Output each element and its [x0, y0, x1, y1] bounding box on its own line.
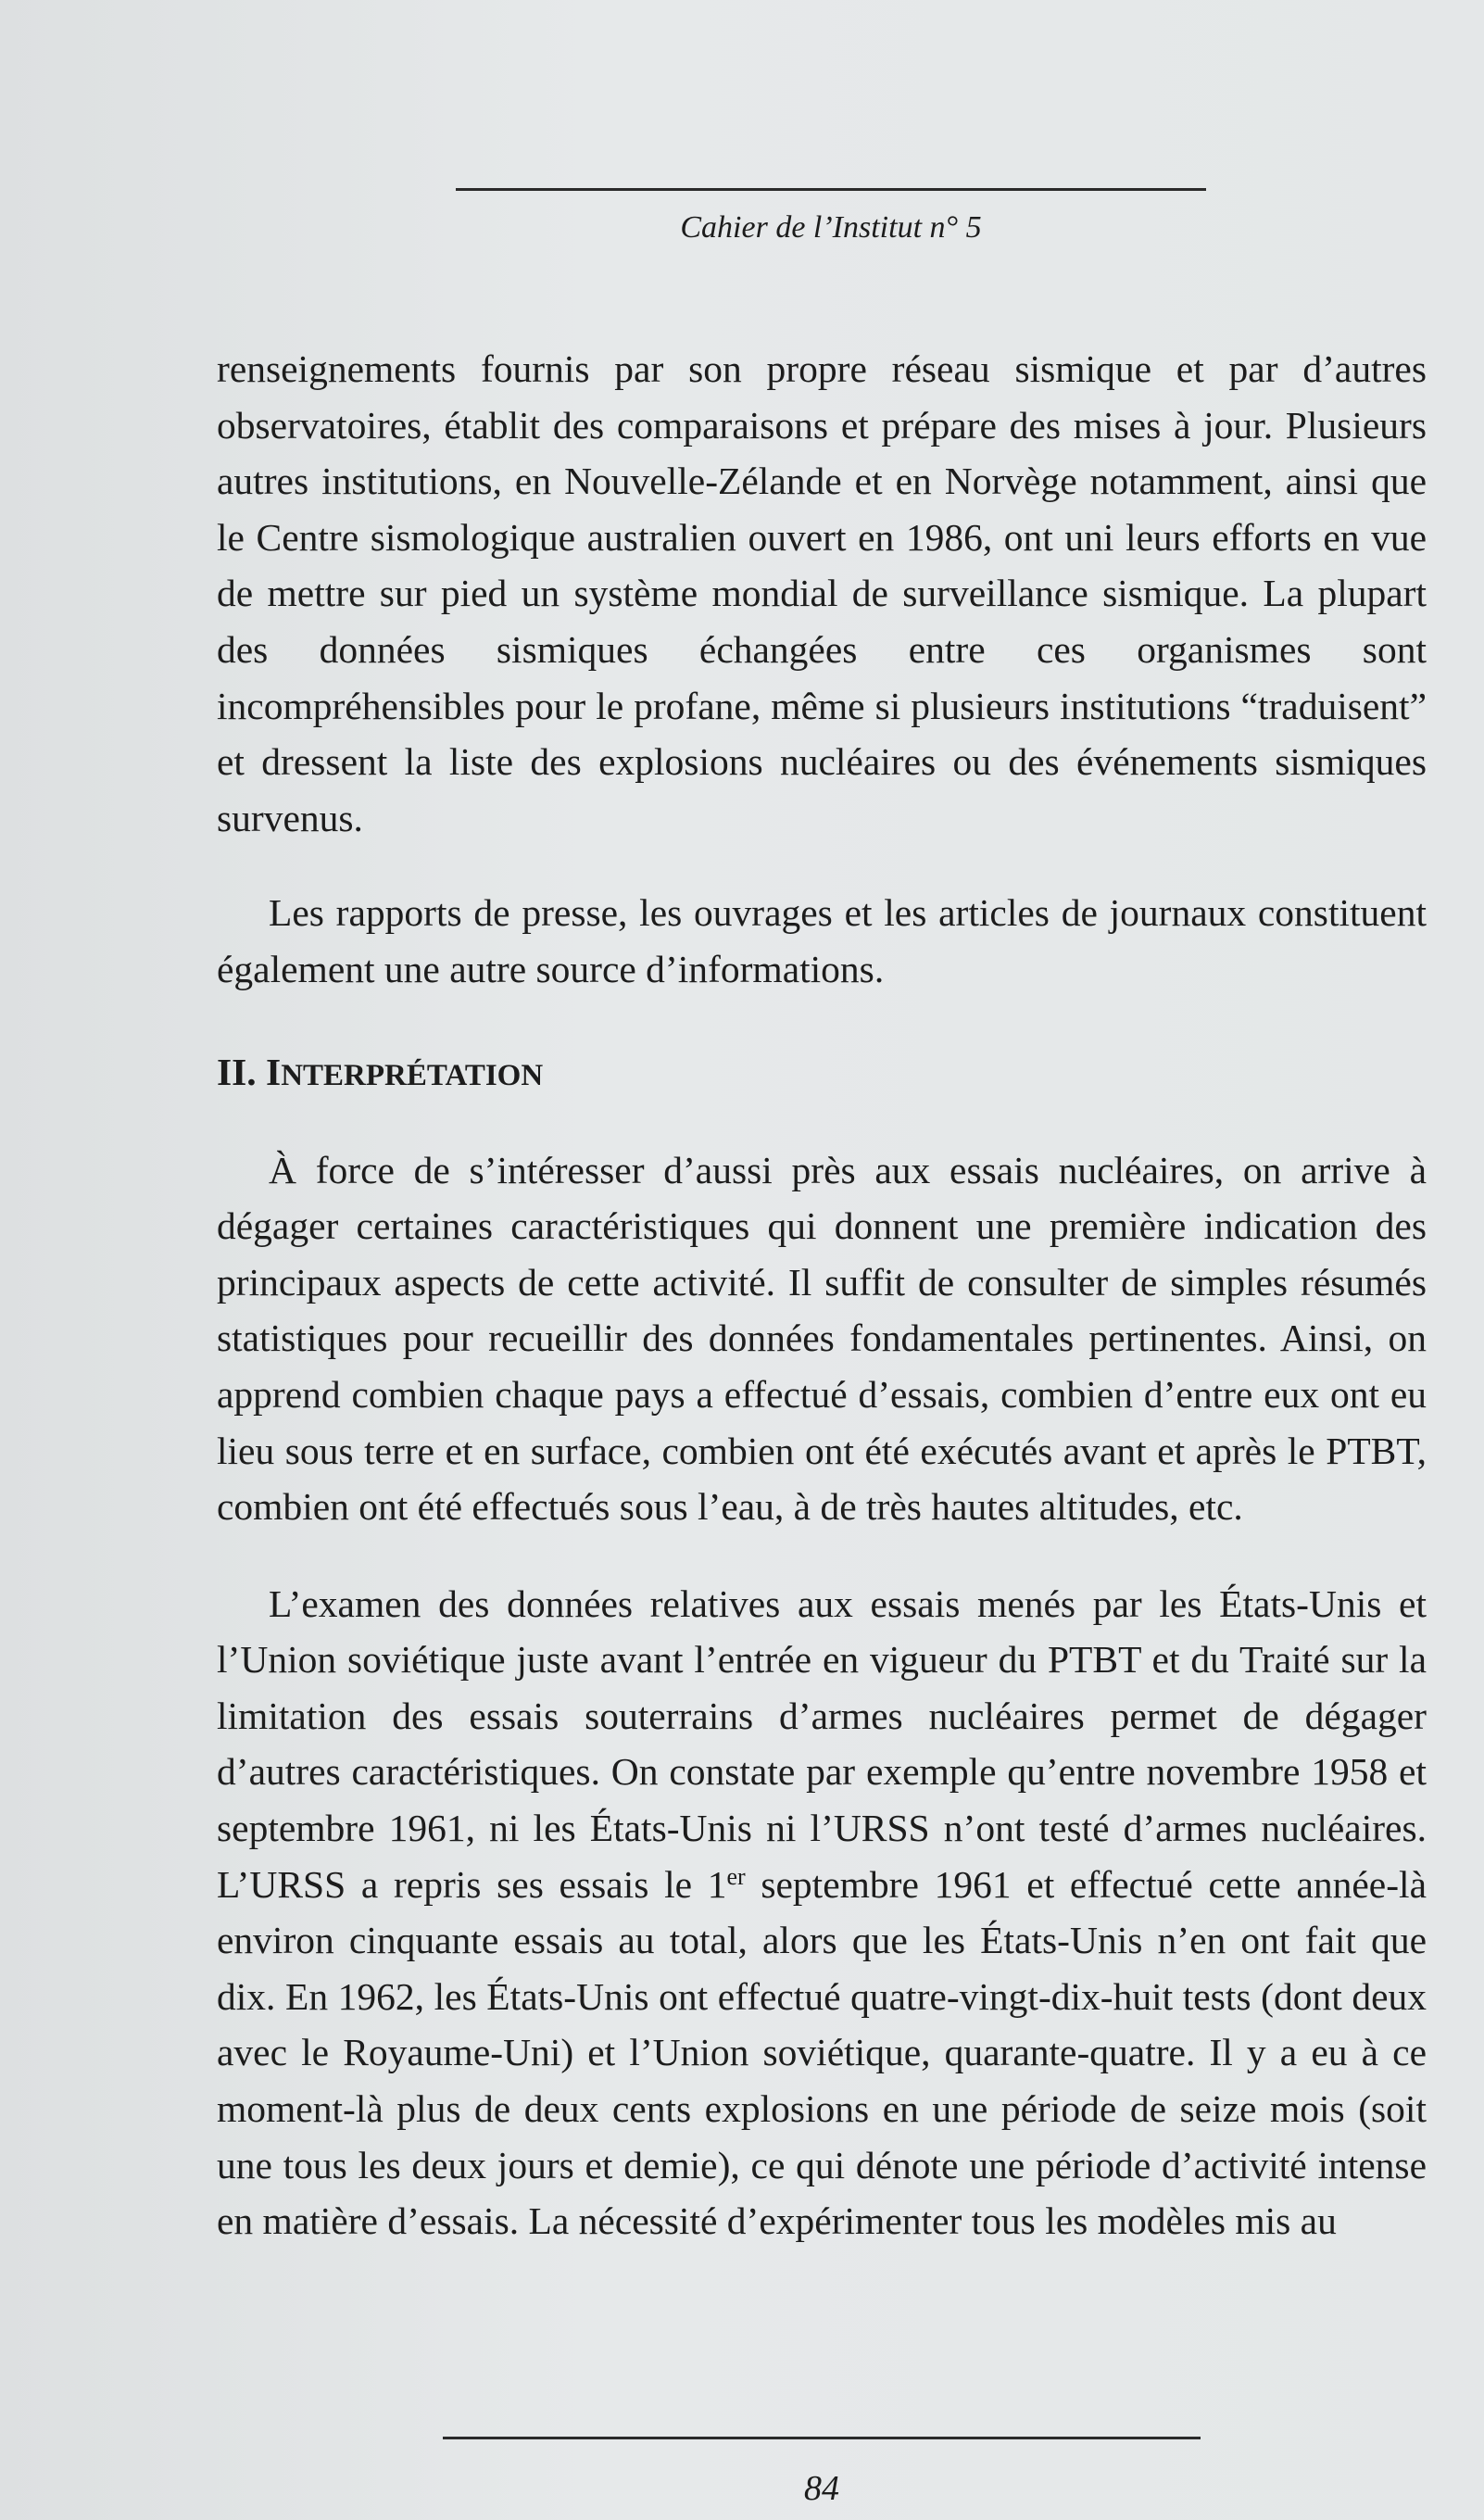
paragraph-4-part-2: septembre 1961 et effectué cette année-là environ cinquante essais au total, alors que les États-Unis n’en ont fait que dix. En 1962, les États-Unis ont effectué quatre-vingt-dix-huit tests (dont deux avec le Royaume-Uni) et l’Union soviétique, quarante-quatre. Il y a eu à ce moment-là plus de deux cents explosions en une période de seize mois (soit une tous les deux jours et demie), ce qui dénote une période d’activité intense en matière d’essais. La nécessité d’expérimenter tous les modèles mis au [217, 1862, 1427, 2243]
running-head: Cahier de l’Institut n° 5 [680, 210, 982, 245]
section-heading-title: NTERPRÉTATION [281, 1058, 544, 1092]
body-text [217, 341, 1427, 2249]
paragraph-4-part-1: L’examen des données relatives aux essais menés par les États-Unis et l’Union soviétique juste avant l’entrée en vigueur du PTBT et du Traité sur la limitation des essais souterrains d’armes nucléaires permet de dégager d’autres caractéristiques. On constate par exemple qu’entre novembre 1958 et septembre 1961, ni les États-Unis ni l’URSS n’ont testé d’armes nucléaires. L’URSS a repris ses essais le 1 [217, 1581, 1427, 1906]
header-rule [456, 188, 1206, 191]
footer-rule [443, 2437, 1201, 2439]
page-number: 84 [804, 2469, 839, 2508]
paragraph-4 [217, 1576, 1427, 2249]
section-heading [217, 1044, 1427, 1103]
paragraph-1: renseignements fournis par son propre réseau sismique et par d’autres observatoires, établit des comparaisons et prépare des mises à jour. Plusieurs autres institutions, en Nouvelle-Zélande et en Norvège notamment, ainsi que le Centre sismologique australien ouvert en 1986, ont uni leurs efforts en vue de mettre sur pied un système mondial de surveillance sismique. La plupart des données sismiques échangées entre ces organismes sont incompréhensibles pour le profane, même si plusieurs institutions “traduisent” et dressent la liste des explosions nucléaires ou des événements sismiques survenus. [217, 347, 1427, 839]
paragraph-2: Les rapports de presse, les ouvrages et les articles de journaux constituent également une autre source d’informations. [217, 891, 1427, 990]
paragraph-3: À force de s’intéresser d’aussi près aux essais nucléaires, on arrive à dégager certaines caractéristiques qui donnent une première indication des principaux aspects de cette activité. Il suffit de consulter de simples résumés statistiques pour recueillir des données fondamentales pertinentes. Ainsi, on apprend combien chaque pays a effectué d’essais, combien d’entre eux ont eu lieu sous terre et en surface, combien ont été exécutés avant et après le PTBT, combien ont été effectués sous l’eau, à de très hautes altitudes, etc. [217, 1148, 1427, 1529]
ordinal-superscript: er [726, 1862, 746, 1890]
section-heading-number: II. I [217, 1050, 282, 1093]
